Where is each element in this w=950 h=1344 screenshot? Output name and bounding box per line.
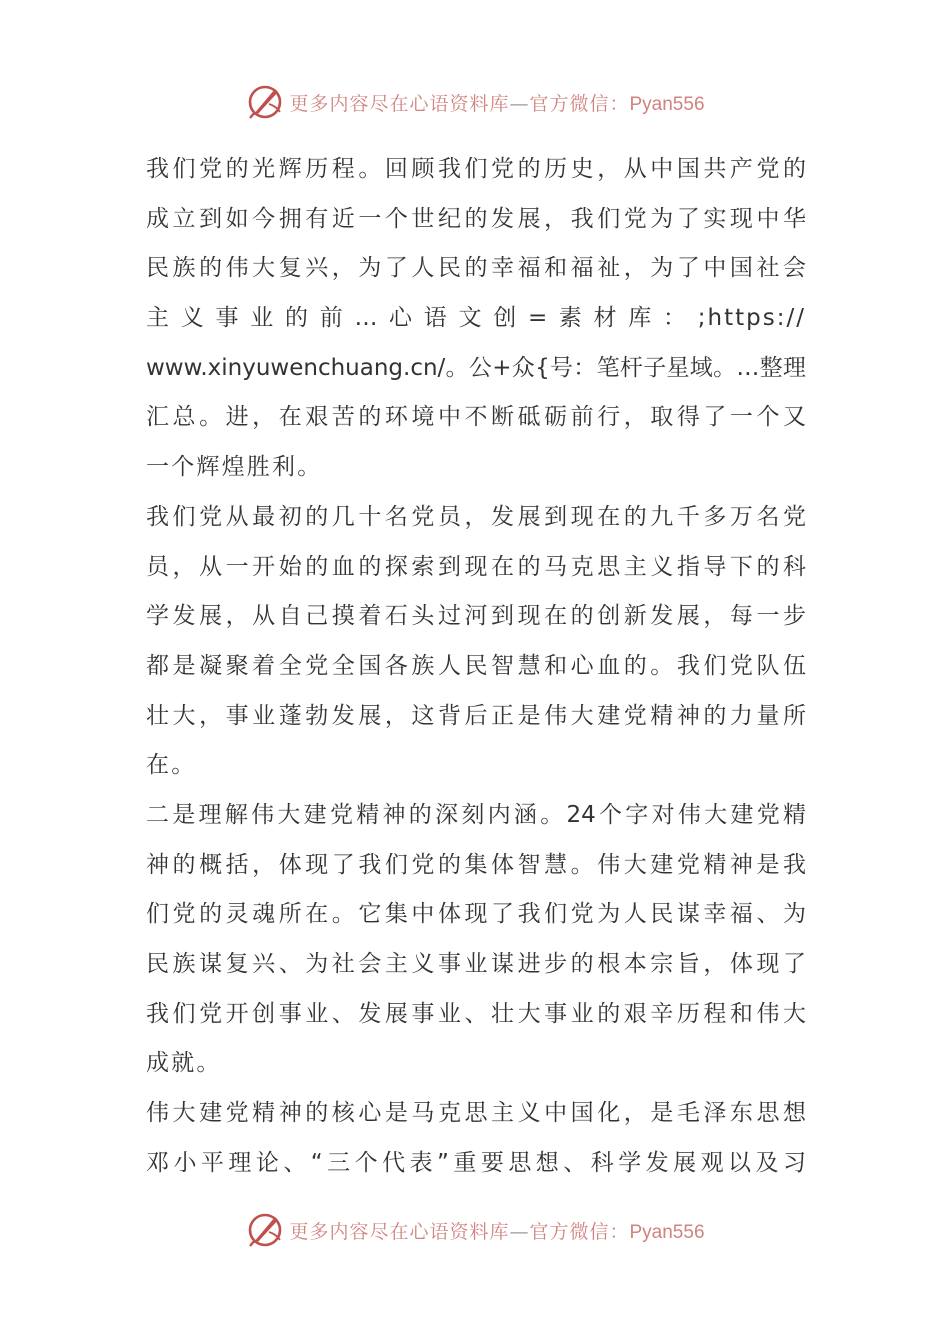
quill-pen-logo-icon [245, 82, 285, 122]
text-line: 都是凝聚着全党全国各族人民智慧和心血的。我们党队伍 [146, 652, 806, 679]
text-line: 主 义 事 业 的 前 … 心 语 文 创 = 素 材 库 ： ;https:// [146, 305, 806, 332]
text-line: 神的概括，体现了我们党的集体智慧。伟大建党精神是我 [146, 851, 806, 878]
text-line: 我们党的光辉历程。回顾我们党的历史，从中国共产党的 [146, 156, 806, 182]
text-line: 一个辉煌胜利。 [146, 454, 323, 481]
text-line: 壮大，事业蓬勃发展，这背后正是伟大建党精神的力量所 [146, 702, 806, 729]
header-dash: — [509, 92, 530, 115]
header-main-text: 更多内容尽在心语资料库 [289, 92, 510, 115]
footer-main-text: 更多内容尽在心语资料库 [289, 1220, 510, 1243]
footer-official-text: 官方微信： [529, 1220, 630, 1243]
text-line: 成立到如今拥有近一个世纪的发展，我们党为了实现中华 [146, 205, 806, 232]
text-line: 员，从一开始的血的探索到现在的马克思主义指导下的科 [146, 553, 806, 580]
header-wechat-id: Pyan556 [629, 93, 705, 115]
text-line: 我们党开创事业、发展事业、壮大事业的艰辛历程和伟大 [146, 1000, 806, 1027]
header-text [289, 89, 704, 116]
text-line: 在。 [146, 752, 197, 779]
text-line: 们党的灵魂所在。它集中体现了我们党为人民谋幸福、为 [146, 901, 806, 928]
document-body [146, 145, 806, 1188]
text-line: 学发展，从自己摸着石头过河到现在的创新发展，每一步 [146, 603, 806, 630]
text-line: 民族的伟大复兴，为了人民的幸福和福祉，为了中国社会 [146, 255, 806, 282]
footer-text [289, 1217, 704, 1244]
quill-pen-logo-icon [245, 1210, 285, 1250]
text-line: 我们党从最初的几十名党员，发展到现在的九千多万名党 [146, 503, 806, 530]
text-line: 民族谋复兴、为社会主义事业谋进步的根本宗旨，体现了 [146, 951, 806, 977]
text-line: 成就。 [146, 1050, 222, 1077]
text-line: 二是理解伟大建党精神的深刻内涵。24个字对伟大建党精 [146, 801, 806, 828]
text-line: www.xinyuwenchuang.cn/。公+众{号：笔杆子星域。…整理 [146, 354, 806, 381]
footer-wechat-id: Pyan556 [629, 1221, 705, 1243]
header-official-text: 官方微信： [529, 92, 630, 115]
header-banner [0, 80, 950, 124]
footer-banner [0, 1208, 950, 1252]
text-line: 汇总。进，在艰苦的环境中不断砥砺前行，取得了一个又 [146, 404, 806, 431]
text-line: 伟大建党精神的核心是马克思主义中国化，是毛泽东思想 [146, 1100, 806, 1127]
footer-dash: — [509, 1220, 530, 1243]
text-line: 邓小平理论、“三个代表”重要思想、科学发展观以及习 [146, 1149, 806, 1176]
